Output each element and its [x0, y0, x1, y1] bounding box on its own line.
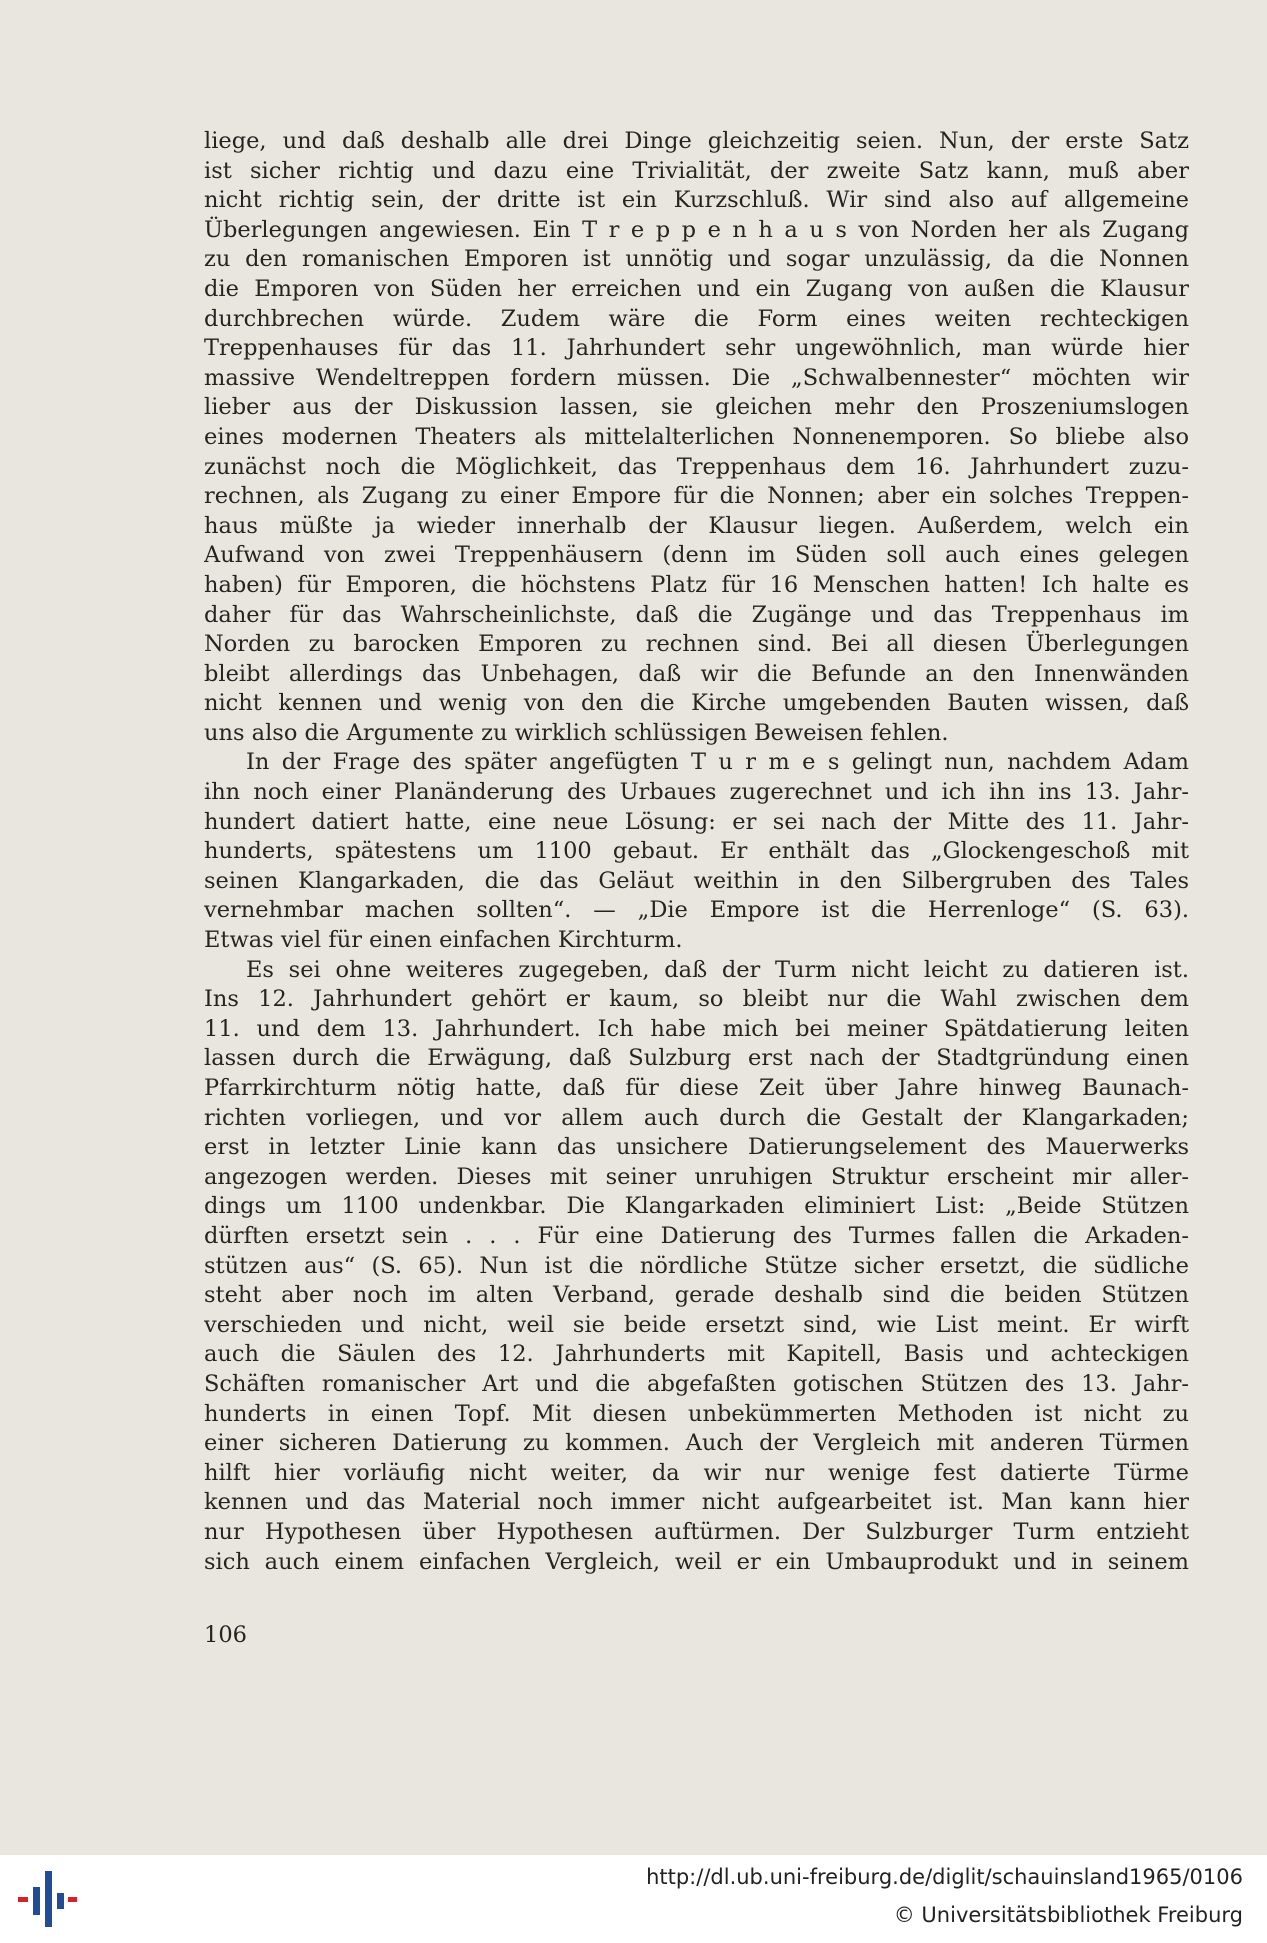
text-line: Ins 12. Jahrhundert gehört er kaum, so bleibt nur die Wahl zwischen dem — [204, 986, 1189, 1013]
source-url-link[interactable]: http://dl.ub.uni-freiburg.de/diglit/schauinsland1965/0106 — [646, 1865, 1243, 1889]
text-line: Überlegungen angewiesen. Ein T r e p p e n h a u s von Norden her als Zugang — [204, 216, 1189, 243]
text-line: 11. und dem 13. Jahrhundert. Ich habe mich bei meiner Spätdatierung leiten — [204, 1015, 1189, 1042]
text-line: steht aber noch im alten Verband, gerade deshalb sind die beiden Stützen — [204, 1282, 1189, 1309]
copyright-text: © Universitätsbibliothek Freiburg — [893, 1903, 1243, 1927]
text-line: die Emporen von Süden her erreichen und ein Zugang von außen die Klausur — [204, 275, 1189, 302]
text-line: zu den romanischen Emporen ist unnötig und sogar unzulässig, da die Nonnen — [204, 246, 1189, 273]
text-line: hunderts in einen Topf. Mit diesen unbekümmerten Methoden ist nicht zu — [204, 1400, 1189, 1427]
text-line: massive Wendeltreppen fordern müssen. Die „Schwalbennester“ möchten wir — [204, 364, 1189, 391]
text-line: Aufwand von zwei Treppenhäusern (denn im Süden soll auch eines gelegen — [204, 542, 1189, 569]
text-line: durchbrechen würde. Zudem wäre die Form eines weiten rechteckigen — [204, 305, 1189, 332]
footer-bar — [0, 1855, 1267, 1943]
text-line: seinen Klangarkaden, die das Geläut weithin in den Silbergruben des Tales — [204, 867, 1189, 894]
text-line: Pfarrkirchturm nötig hatte, daß für diese Zeit über Jahre hinweg Baunach- — [204, 1075, 1189, 1101]
text-line: vernehmbar machen sollten“. — „Die Empore ist die Herrenloge“ (S. 63). — [204, 897, 1189, 924]
ub-freiburg-logo-icon — [14, 1867, 78, 1931]
text-line: nicht richtig sein, der dritte ist ein Kurzschluß. Wir sind also auf allgemeine — [204, 187, 1189, 214]
text-line: nur Hypothesen über Hypothesen auftürmen. Der Sulzburger Turm entzieht — [204, 1518, 1189, 1545]
text-line: liege, und daß deshalb alle drei Dinge gleichzeitig seien. Nun, der erste Satz — [204, 128, 1189, 154]
text-line: einer sicheren Datierung zu kommen. Auch der Vergleich mit anderen Türmen — [204, 1430, 1189, 1457]
text-line: auch die Säulen des 12. Jahrhunderts mit Kapitell, Basis und achteckigen — [204, 1341, 1189, 1368]
text-line: In der Frage des später angefügten T u r m e s gelingt nun, nachdem Adam — [246, 749, 1189, 776]
text-line: daher für das Wahrscheinlichste, daß die Zugänge und das Treppenhaus im — [204, 601, 1189, 628]
text-line: Etwas viel für einen einfachen Kirchturm. — [204, 927, 683, 954]
text-line: rechnen, als Zugang zu einer Empore für die Nonnen; aber ein solches Treppen- — [204, 483, 1189, 510]
text-line: verschieden und nicht, weil sie beide ersetzt sind, wie List meint. Er wirft — [204, 1311, 1189, 1338]
text-line: bleibt allerdings das Unbehagen, daß wir die Befunde an den Innenwänden — [204, 660, 1189, 687]
text-line: hundert datiert hatte, eine neue Lösung: er sei nach der Mitte des 11. Jahr- — [204, 808, 1189, 835]
text-line: uns also die Argumente zu wirklich schlüssigen Beweisen fehlen. — [204, 719, 949, 746]
text-line: hilft hier vorläufig nicht weiter, da wir nur wenige fest datierte Türme — [204, 1459, 1189, 1486]
text-line: angezogen werden. Dieses mit seiner unruhigen Struktur erscheint mir aller- — [204, 1163, 1189, 1190]
text-line: eines modernen Theaters als mittelalterlichen Nonnenemporen. So bliebe also — [204, 423, 1189, 450]
text-line: lieber aus der Diskussion lassen, sie gleichen mehr den Proszeniumslogen — [204, 394, 1189, 421]
text-line: richten vorliegen, und vor allem auch durch die Gestalt der Klangarkaden; — [204, 1104, 1189, 1131]
text-line: ist sicher richtig und dazu eine Trivialität, der zweite Satz kann, muß aber — [204, 157, 1189, 184]
body-text — [204, 127, 1189, 1577]
text-line: Norden zu barocken Emporen zu rechnen sind. Bei all diesen Überlegungen — [204, 631, 1189, 658]
text-line: Schäften romanischer Art und die abgefaßten gotischen Stützen des 13. Jahr- — [204, 1370, 1189, 1397]
text-line: nicht kennen und wenig von den die Kirche umgebenden Bauten wissen, daß — [204, 690, 1189, 717]
text-line: zunächst noch die Möglichkeit, das Treppenhaus dem 16. Jahrhundert zuzu- — [204, 453, 1189, 480]
text-line: stützen aus“ (S. 65). Nun ist die nördliche Stütze sicher ersetzt, die südliche — [204, 1252, 1189, 1279]
text-line: hunderts, spätestens um 1100 gebaut. Er enthält das „Glockengeschoß mit — [204, 838, 1189, 865]
text-line: Treppenhauses für das 11. Jahrhundert sehr ungewöhnlich, man würde hier — [204, 335, 1189, 362]
text-line: haus müßte ja wieder innerhalb der Klausur liegen. Außerdem, welch ein — [204, 512, 1189, 539]
text-line: haben) für Emporen, die höchstens Platz für 16 Menschen hatten! Ich halte es — [204, 571, 1189, 598]
text-line: dings um 1100 undenkbar. Die Klangarkaden eliminiert List: „Beide Stützen — [204, 1193, 1189, 1220]
text-line: erst in letzter Linie kann das unsichere Datierungselement des Mauerwerks — [204, 1134, 1189, 1161]
text-line: sich auch einem einfachen Vergleich, weil er ein Umbauprodukt und in seinem — [204, 1548, 1189, 1575]
text-line: kennen und das Material noch immer nicht aufgearbeitet ist. Man kann hier — [204, 1489, 1189, 1516]
text-line: dürften ersetzt sein . . . Für eine Datierung des Turmes fallen die Arkaden- — [204, 1222, 1189, 1249]
page-number: 106 — [204, 1622, 247, 1648]
text-line: Es sei ohne weiteres zugegeben, daß der Turm nicht leicht zu datieren ist. — [246, 956, 1189, 983]
text-line: ihn noch einer Planänderung des Urbaues zugerechnet und ich ihn ins 13. Jahr- — [204, 779, 1189, 806]
text-line: lassen durch die Erwägung, daß Sulzburg erst nach der Stadtgründung einen — [204, 1045, 1189, 1072]
